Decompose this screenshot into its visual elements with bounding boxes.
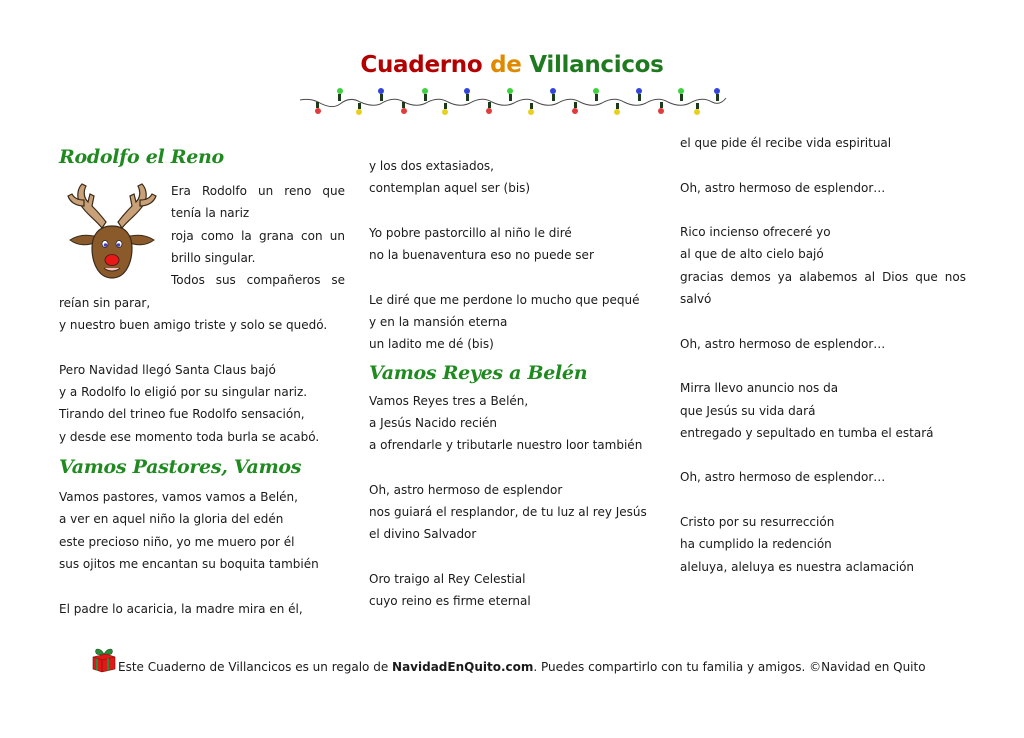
song-title-vamos-pastores: Vamos Pastores, Vamos [59, 456, 302, 479]
lyric-line: Cristo por su resurrección [680, 515, 835, 530]
song-title-rodolfo: Rodolfo el Reno [59, 146, 224, 168]
lyric-line: a Jesús Nacido recién [369, 415, 498, 430]
lyric-line: nos guiará el resplandor, de tu luz al rey Jesús [369, 505, 647, 520]
lyric-line: gracias demos ya alabemos al Dios que nos [680, 269, 966, 284]
footer-credit [118, 660, 926, 674]
lyric-line: salvó [680, 292, 712, 307]
lyric-line: Oh, astro hermoso de esplendor… [680, 336, 886, 351]
lyric-line: reían sin parar, [59, 296, 151, 310]
lyric-line: roja como la grana con un brillo singular. [171, 228, 345, 265]
lyric-line: no la buenaventura eso no puede ser [369, 248, 594, 263]
lyric-line: ha cumplido la redención [680, 537, 832, 552]
title-part-de: de [490, 52, 522, 78]
rodolfo-intro [59, 180, 345, 292]
stanza-break [59, 337, 345, 359]
song-title-vamos-reyes: Vamos Reyes a Belén [369, 361, 588, 384]
lyric-line: Vamos pastores, vamos vamos a Belén, [59, 490, 298, 505]
lyric-line: contemplan aquel ser (bis) [369, 181, 531, 196]
lyric-line: Oh, astro hermoso de esplendor… [680, 180, 886, 195]
title-part-cuaderno: Cuaderno [360, 52, 483, 78]
stanza-break [680, 489, 966, 511]
lyric-line: El padre lo acaricia, la madre mira en él, [59, 601, 303, 616]
lyric-line: Le diré que me perdone lo mucho que pequé [369, 292, 640, 307]
lyric-line: Todos sus compañeros se [171, 273, 345, 288]
stanza-break [369, 546, 655, 568]
lyric-line: y los dos extasiados, [369, 159, 494, 173]
footer-text-before: Este Cuaderno de Villancicos es un regalo de [118, 660, 393, 674]
lyric-line: Rico incienso ofreceré yo [680, 225, 831, 240]
footer-site-link[interactable]: NavidadEnQuito.com [392, 660, 534, 674]
lyric-line: Yo pobre pastorcillo al niño le diré [369, 225, 572, 240]
stanza-break [680, 199, 966, 221]
column-2 [369, 155, 655, 613]
lyric-line: entregado y sepultado en tumba el estará [680, 425, 934, 440]
stanza-break [680, 310, 966, 332]
column-1 [59, 142, 345, 620]
lyric-line: Era Rodolfo un reno que tenía la nariz [171, 184, 345, 221]
stanza-break [369, 200, 655, 222]
reindeer-icon [64, 180, 160, 282]
lyric-line: un ladito me dé (bis) [369, 337, 494, 352]
lyric-line: y a Rodolfo lo eligió por su singular nariz. [59, 385, 308, 400]
lyric-line: el divino Salvador [369, 527, 477, 542]
page-title [0, 52, 1024, 78]
footer-text-after: . Puedes compartirlo con tu familia y amigos. ©Navidad en Quito [533, 660, 926, 674]
gift-icon [90, 645, 118, 673]
lyric-line: a ver en aquel niño la gloria del edén [59, 512, 284, 527]
lyric-line: Oh, astro hermoso de esplendor [369, 482, 563, 497]
lyric-line: que Jesús su vida dará [680, 403, 816, 418]
lyric-line: a ofrendarle y tributarle nuestro loor también [369, 438, 643, 453]
christmas-lights-icon [298, 84, 728, 118]
stanza-break [369, 457, 655, 479]
lyric-line: sus ojitos me encantan su boquita también [59, 556, 319, 571]
title-part-villancicos: Villancicos [529, 52, 664, 78]
stanza-break [680, 355, 966, 377]
lyric-line: y en la mansión eterna [369, 315, 508, 330]
lyric-line: Tirando del trineo fue Rodolfo sensación, [59, 407, 305, 422]
stanza-break [680, 444, 966, 466]
lyric-line: aleluya, aleluya es nuestra aclamación [680, 559, 915, 574]
lyric-line: Oro traigo al Rey Celestial [369, 572, 526, 587]
column-3 [680, 132, 966, 578]
lyric-line: y desde ese momento toda burla se acabó. [59, 429, 320, 444]
stanza-break [680, 154, 966, 176]
lyric-line: cuyo reino es firme eternal [369, 594, 531, 609]
lyric-line: Mirra llevo anuncio nos da [680, 381, 839, 396]
lyric-line: al que de alto cielo bajó [680, 247, 824, 262]
lyric-line: Pero Navidad llegó Santa Claus bajó [59, 362, 276, 377]
rodolfo-intro-lines [171, 180, 345, 291]
lyric-line: el que pide él recibe vida espiritual [680, 136, 892, 150]
lyric-line: Oh, astro hermoso de esplendor… [680, 470, 886, 485]
lyric-line: y nuestro buen amigo triste y solo se quedó. [59, 318, 328, 333]
stanza-break [59, 575, 345, 597]
lyric-line: este precioso niño, yo me muero por él [59, 534, 295, 549]
stanza-break [369, 266, 655, 288]
lyric-line: Vamos Reyes tres a Belén, [369, 393, 529, 408]
